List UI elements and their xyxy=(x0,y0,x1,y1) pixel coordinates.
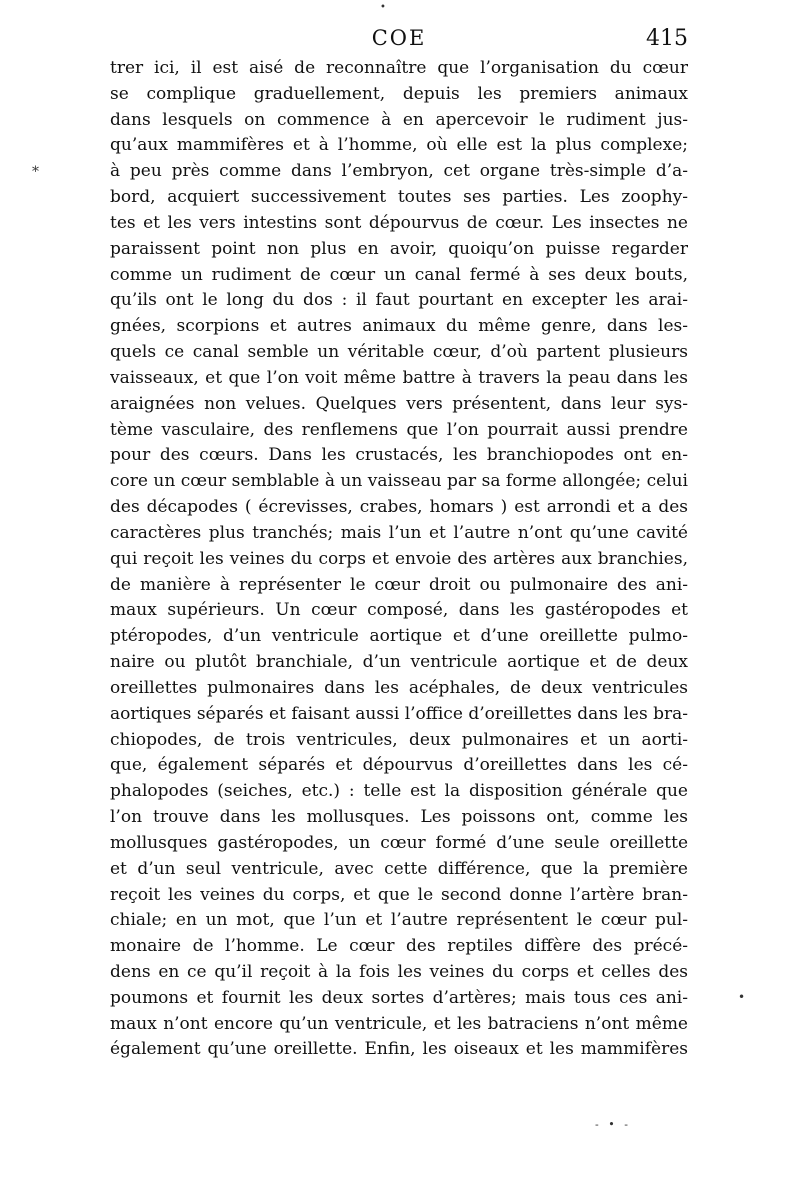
text-line: maux supérieurs. Un cœur composé, dans les gastéropodes et xyxy=(110,600,688,621)
text-line: de manière à représenter le cœur droit ou pulmonaire des ani- xyxy=(110,574,688,595)
text-line: dens en ce qu’il reçoit à la fois les veines du corps et celles des xyxy=(110,961,688,982)
text-line: core un cœur semblable à un vaisseau par sa forme allongée; celui xyxy=(110,471,688,492)
page-header xyxy=(110,26,688,58)
text-line: gnées, scorpions et autres animaux du même genre, dans les- xyxy=(110,316,688,337)
text-line: mollusques gastéropodes, un cœur formé d’une seule oreillette xyxy=(110,832,688,853)
text-line: chiopodes, de trois ventricules, deux pulmonaires et un aorti- xyxy=(110,729,688,750)
text-line: phalopodes (seiches, etc.) : telle est la disposition générale que xyxy=(110,781,688,802)
text-line: ptéropodes, d’un ventricule aortique et d’une oreillette pulmo- xyxy=(110,626,688,647)
running-head: COE xyxy=(371,26,427,50)
text-line: maux n’ont encore qu’un ventricule, et les batraciens n’ont même xyxy=(110,1013,688,1034)
text-line: caractères plus tranchés; mais l’un et l’autre n’ont qu’une cavité xyxy=(110,522,688,543)
text-line: dans lesquels on commence à en apercevoir le rudiment jus- xyxy=(110,109,688,130)
text-line: l’on trouve dans les mollusques. Les poissons ont, comme les xyxy=(110,807,688,828)
text-line: oreillettes pulmonaires dans les acéphales, de deux ventricules xyxy=(110,677,688,698)
text-line: quels ce canal semble un véritable cœur, d’où partent plusieurs xyxy=(110,342,688,363)
text-line: vaisseaux, et que l’on voit même battre à travers la peau dans les xyxy=(110,367,688,388)
margin-dot-mark: • xyxy=(738,990,746,1004)
margin-asterisk-mark: * xyxy=(32,164,39,180)
text-line: et d’un seul ventricule, avec cette différence, que la première xyxy=(110,858,688,879)
text-line: aortiques séparés et faisant aussi l’office d’oreillettes dans les bra- xyxy=(110,703,688,724)
text-line: bord, acquiert successivement toutes ses parties. Les zoophy- xyxy=(110,187,688,208)
text-line: qu’aux mammifères et à l’homme, où elle est la plus complexe; xyxy=(110,135,688,156)
text-line: également qu’une oreillette. Enfin, les oiseaux et les mammifères xyxy=(110,1039,688,1060)
text-line: chiale; en un mot, que l’un et l’autre représentent le cœur pul- xyxy=(110,910,688,931)
text-line: trer ici, il est aisé de reconnaître que l’organisation du cœur xyxy=(110,58,688,78)
text-line: reçoit les veines du corps, et que le second donne l’artère bran- xyxy=(110,884,688,905)
text-line: des décapodes ( écrevisses, crabes, homars ) est arrondi et a des xyxy=(110,497,688,518)
text-line: tes et les vers intestins sont dépourvus de cœur. Les insectes ne xyxy=(110,212,688,233)
text-line: que, également séparés et dépourvus d’oreillettes dans les cé- xyxy=(110,755,688,776)
bottom-dash-mark: - • - xyxy=(595,1118,631,1131)
text-line: monaire de l’homme. Le cœur des reptiles diffère des précé- xyxy=(110,936,688,957)
text-line: à peu près comme dans l’embryon, cet organe très-simple d’a- xyxy=(110,161,688,182)
text-line: pour des cœurs. Dans les crustacés, les branchiopodes ont en- xyxy=(110,445,688,466)
text-line: qui reçoit les veines du corps et envoie des artères aux branchies, xyxy=(110,548,688,569)
text-line: poumons et fournit les deux sortes d’artères; mais tous ces ani- xyxy=(110,987,688,1008)
text-line: tème vasculaire, des renflemens que l’on pourrait aussi prendre xyxy=(110,419,688,440)
text-line: araignées non velues. Quelques vers présentent, dans leur sys- xyxy=(110,393,688,414)
top-dot-mark: • xyxy=(380,2,386,13)
text-line: naire ou plutôt branchiale, d’un ventricule aortique et de deux xyxy=(110,652,688,673)
body-text xyxy=(110,56,688,1063)
text-line: comme un rudiment de cœur un canal fermé à ses deux bouts, xyxy=(110,264,688,285)
text-line: se complique graduellement, depuis les premiers animaux xyxy=(110,83,688,104)
page-number: 415 xyxy=(646,26,688,51)
text-line: qu’ils ont le long du dos : il faut pourtant en excepter les arai- xyxy=(110,290,688,311)
text-line: paraissent point non plus en avoir, quoiqu’on puisse regarder xyxy=(110,238,688,259)
